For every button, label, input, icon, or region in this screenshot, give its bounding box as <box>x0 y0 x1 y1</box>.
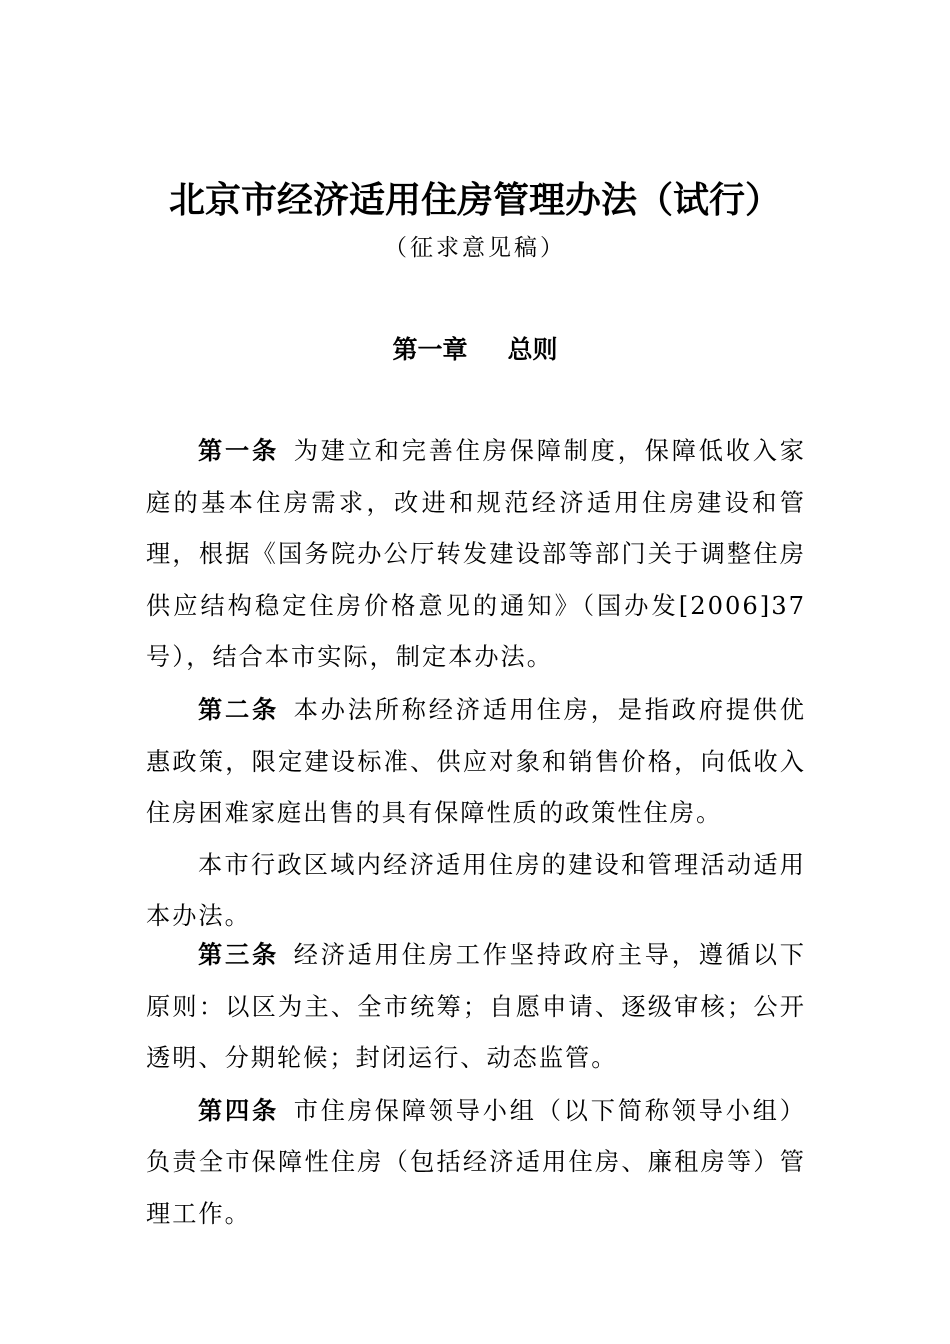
article-block-2 <box>146 929 806 1241</box>
article-4 <box>146 1085 806 1241</box>
document-title: 北京市经济适用住房管理办法（试行） <box>168 179 781 221</box>
article-text: 经济适用住房工作坚持政府主导，遵循以下原则：以区为主、全市统筹；自愿申请、逐级审核；公开透明、分期轮候；封闭运行、动态监管。 <box>146 941 806 1073</box>
article-text: 为建立和完善住房保障制度，保障低收入家庭的基本住房需求，改进和规范经济适用住房建设和管理，根据《国务院办公厅转发建设部等部门关于调整住房供应结构稳定住房价格意见的通知》（国办发[2006]37号），结合本市实际，制定本办法。 <box>146 437 806 672</box>
article-label: 第四条 <box>198 1095 279 1125</box>
document-subtitle: （征求意见稿） <box>384 235 566 261</box>
article-label: 第一条 <box>198 436 279 465</box>
article-label: 第二条 <box>198 694 279 724</box>
article-3 <box>146 929 806 1085</box>
chapter-name: 总则 <box>507 335 558 364</box>
article-2 <box>146 684 806 840</box>
article-1 <box>146 425 806 684</box>
article-block-1 <box>146 425 806 943</box>
article-paragraph <box>146 840 806 943</box>
article-text: 市住房保障领导小组（以下简称领导小组）负责全市保障性住房（包括经济适用住房、廉租房等）管理工作。 <box>146 1096 806 1228</box>
chapter-heading <box>0 328 950 372</box>
article-label: 第三条 <box>198 940 279 969</box>
article-text: 本办法所称经济适用住房，是指政府提供优惠政策，限定建设标准、供应对象和销售价格，向低收入住房困难家庭出售的具有保障性质的政策性住房。 <box>146 695 806 828</box>
article-text: 本市行政区域内经济适用住房的建设和管理活动适用本办法。 <box>146 850 806 931</box>
chapter-number: 第一章 <box>392 335 468 364</box>
